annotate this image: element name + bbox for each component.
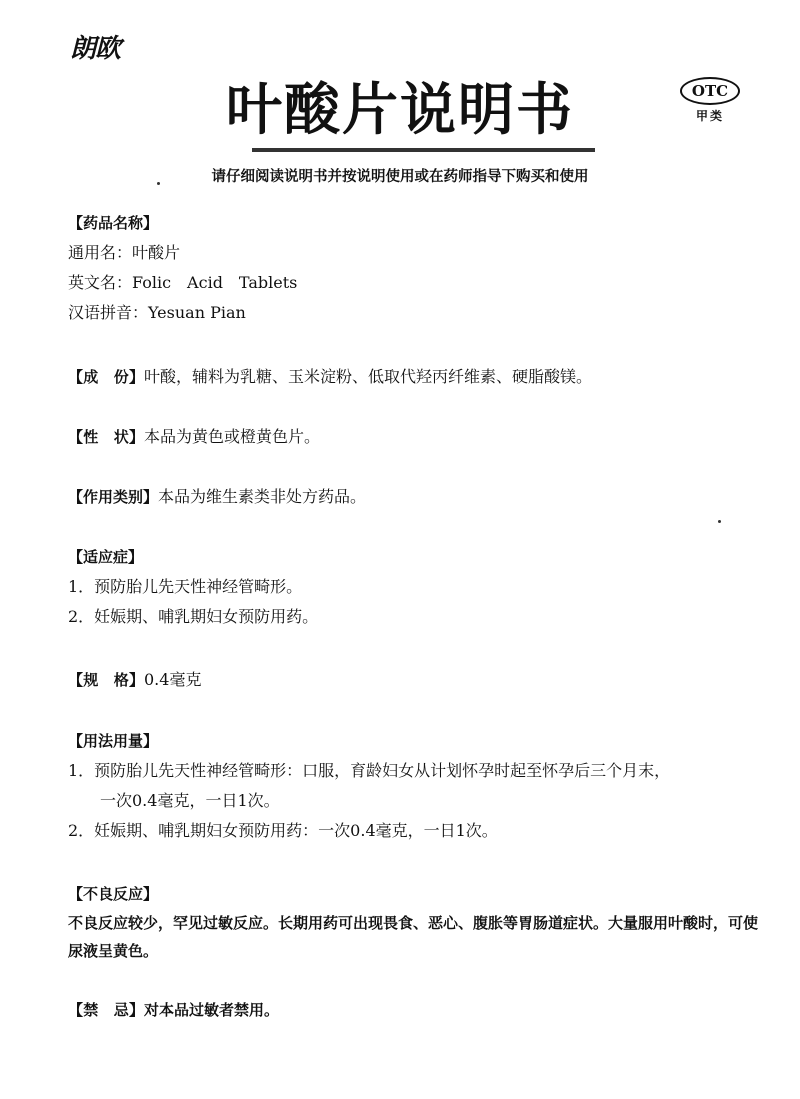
section-heading: 【成 份】: [68, 368, 144, 386]
section-drug-name: [68, 208, 764, 328]
section-heading: 【用法用量】: [68, 732, 159, 750]
spec-text: 0.4毫克: [144, 670, 202, 689]
section-contraindications: [68, 995, 764, 1025]
dosage-item: 2．妊娠期、哺乳期妇女预防用药：一次0.4毫克，一日1次。: [68, 821, 498, 840]
usage-notice: 请仔细阅读说明书并按说明使用或在药师指导下购买和使用: [211, 169, 589, 185]
section-composition: [68, 362, 764, 392]
section-heading: 【药品名称】: [68, 214, 159, 232]
section-heading: 【作用类别】: [68, 488, 159, 506]
page-title: 叶酸片说明书: [226, 78, 574, 143]
title-underline: [252, 148, 595, 152]
composition-text: 叶酸，辅料为乳糖、玉米淀粉、低取代羟丙纤维素、硬脂酸镁。: [144, 367, 593, 386]
generic-name: 通用名：叶酸片: [68, 243, 181, 262]
section-spec: [68, 665, 764, 695]
section-dosage: [68, 726, 764, 846]
section-heading: 【规 格】: [68, 671, 144, 689]
indication-item: 1．预防胎儿先天性神经管畸形。: [68, 577, 303, 596]
section-heading: 【禁 忌】: [68, 1001, 144, 1019]
section-indications: [68, 542, 764, 632]
contra-text: 对本品过敏者禁用。: [144, 1001, 280, 1019]
indication-item: 2．妊娠期、哺乳期妇女预防用药。: [68, 607, 319, 626]
adverse-text: 不良反应较少，罕见过敏反应。长期用药可出现畏食、恶心、腹胀等胃肠道症状。大量服用叶酸时，可使尿液呈黄色。: [68, 914, 759, 960]
section-heading: 【适应症】: [68, 548, 144, 566]
speck: [157, 182, 160, 185]
dosage-item: 1．预防胎儿先天性神经管畸形：口服，育龄妇女从计划怀孕时起至怀孕后三个月末，: [68, 761, 671, 780]
section-heading: 【性 状】: [68, 428, 144, 446]
otc-label: OTC: [680, 77, 740, 105]
english-name: 英文名：Folic Acid Tablets: [68, 273, 298, 292]
appearance-text: 本品为黄色或橙黄色片。: [144, 427, 321, 446]
otc-category: 甲类: [695, 109, 724, 123]
dosage-item-continued: 一次0.4毫克，一日1次。: [100, 791, 280, 810]
section-adverse: [68, 879, 764, 965]
section-appearance: [68, 422, 764, 452]
pinyin-name: 汉语拼音：Yesuan Pian: [68, 303, 246, 322]
speck: [718, 520, 721, 523]
category-text: 本品为维生素类非处方药品。: [158, 487, 367, 506]
brand-logo: 朗欧: [70, 34, 121, 64]
section-heading: 【不良反应】: [68, 885, 159, 903]
otc-badge: [679, 77, 741, 124]
section-category: [68, 482, 764, 512]
